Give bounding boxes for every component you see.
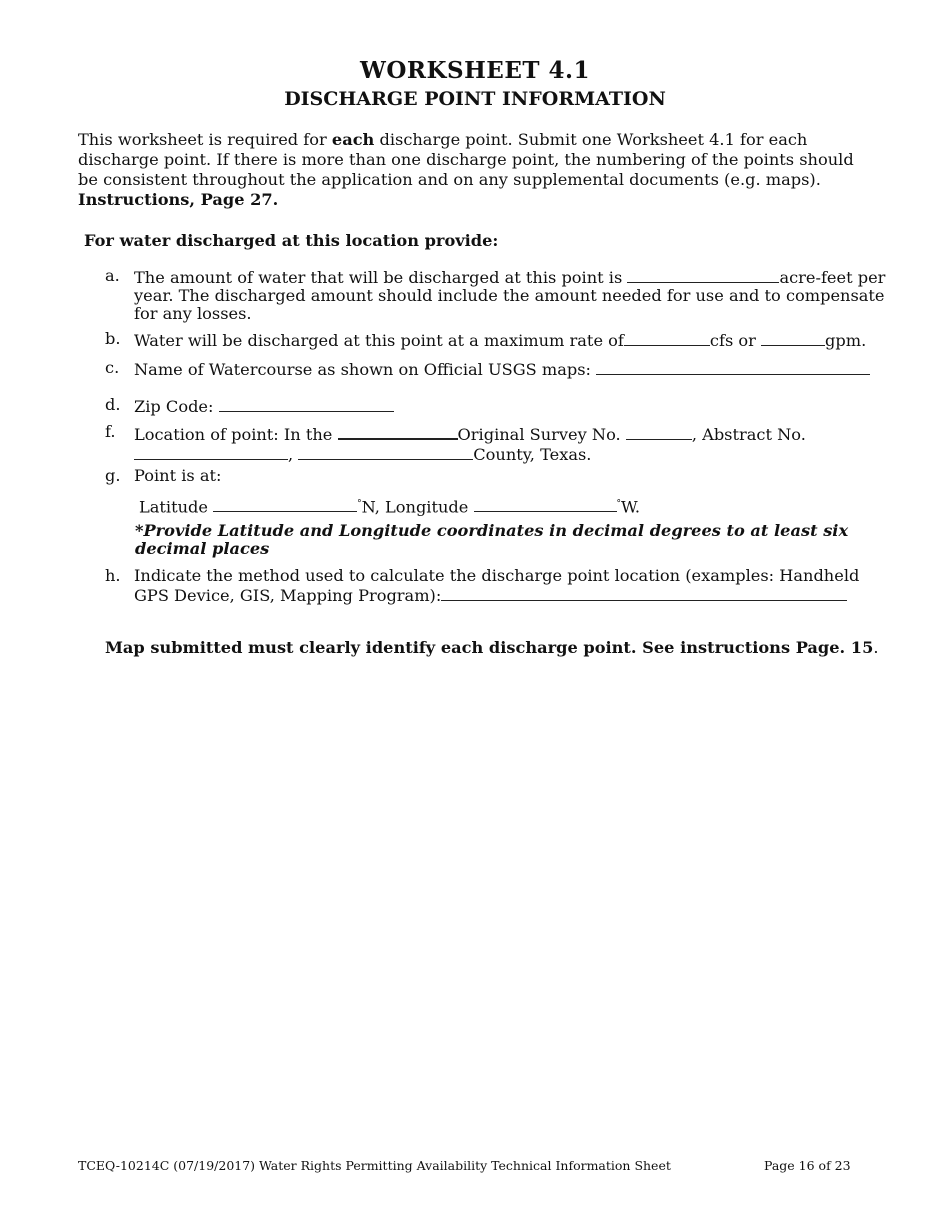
latitude-label: Latitude [139, 497, 214, 517]
worksheet-subtitle: DISCHARGE POINT INFORMATION [284, 88, 666, 110]
item-f-text: Location of point: In the [134, 425, 338, 444]
west-label: W. [621, 497, 640, 517]
intro-text-2: discharge point. Submit one Worksheet 4.1 for each discharge point. If there is more than one discharge point, the numbering of the points should be consistent throughout the application and on any supplemental documents (e.g. maps). [78, 130, 854, 189]
county-field[interactable] [298, 444, 473, 460]
item-b [105, 330, 895, 350]
footer-form-id: TCEQ-10214C (07/19/2017) Water Rights Permitting Availability Technical Information Sheet [78, 1158, 671, 1173]
item-label: h. [105, 566, 121, 585]
item-c [105, 359, 895, 379]
latitude-field[interactable] [213, 496, 357, 512]
item-label: f. [105, 422, 116, 441]
cfs-field[interactable] [624, 330, 710, 346]
section-lead: For water discharged at this location provide: [84, 231, 499, 250]
item-label: g. [105, 466, 121, 485]
item-b-text-2: cfs or [709, 331, 762, 350]
item-a [105, 267, 895, 323]
intro-text-1: This worksheet is required for [78, 130, 332, 149]
item-f-text-2: Original Survey No. [457, 425, 626, 444]
item-d-text: Zip Code: [134, 397, 219, 416]
item-h-text: Indicate the method used to calculate the discharge point location (examples: Handheld GPS Device, GIS, Mapping Program): [134, 566, 860, 605]
item-label: b. [105, 329, 121, 348]
item-g [105, 467, 895, 485]
gpm-field[interactable] [761, 330, 825, 346]
item-label: d. [105, 395, 121, 414]
map-note-text: Map submitted must clearly identify each discharge point. See instructions Page. 15 [105, 638, 874, 657]
degree-symbol: ° [357, 499, 362, 509]
map-note [105, 638, 879, 657]
item-b-text-3: gpm. [825, 331, 867, 350]
item-d [105, 396, 895, 416]
zip-code-field[interactable] [219, 396, 394, 412]
item-h [105, 567, 895, 605]
watercourse-name-field[interactable] [596, 359, 870, 375]
worksheet-title: WORKSHEET 4.1 [359, 57, 590, 84]
item-g-text: Point is at: [134, 466, 222, 485]
original-survey-field[interactable] [338, 423, 458, 440]
footer-page-number: Page 16 of 23 [764, 1158, 851, 1173]
item-f-text-3: , Abstract No. [691, 425, 806, 444]
abstract-number-field[interactable] [134, 444, 288, 460]
degree-symbol: ° [616, 499, 622, 509]
item-f-text-4: , [288, 445, 299, 464]
longitude-label: N, Longitude [361, 497, 474, 517]
coordinates-line [139, 495, 839, 516]
acre-feet-field[interactable] [627, 267, 779, 283]
map-note-period: . [873, 638, 879, 657]
item-f [105, 423, 895, 464]
item-a-text-2: acre-feet per year. The discharged amount should include the amount needed for use and to compensate for any losses. [134, 268, 886, 323]
intro-paragraph [78, 130, 878, 210]
coordinates-note: *Provide Latitude and Longitude coordinates in decimal degrees to at least six decimal places [135, 521, 849, 558]
longitude-field[interactable] [474, 496, 617, 512]
item-c-text: Name of Watercourse as shown on Official USGS maps: [134, 360, 597, 379]
intro-bold-each: each [331, 130, 375, 149]
instructions-reference: Instructions, Page 27. [78, 190, 279, 209]
item-f-text-5: County, Texas. [473, 445, 592, 464]
item-label: c. [105, 358, 120, 377]
item-b-text: Water will be discharged at this point at a maximum rate of [134, 331, 624, 350]
method-field[interactable] [441, 585, 847, 601]
item-label: a. [105, 266, 120, 285]
item-a-text: The amount of water that will be discharged at this point is [134, 268, 628, 287]
survey-number-field[interactable] [626, 424, 692, 440]
